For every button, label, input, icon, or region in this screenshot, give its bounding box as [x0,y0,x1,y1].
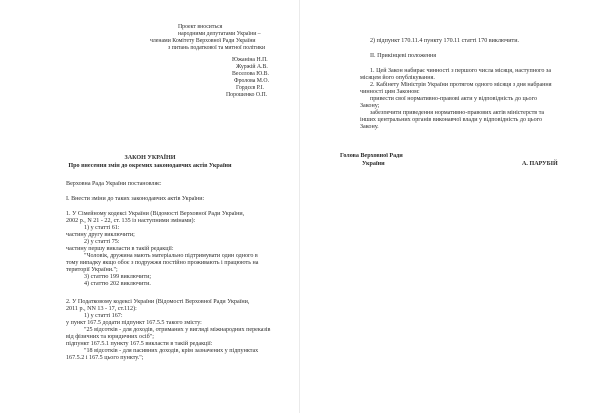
body-line: 2. Кабінету Міністрів України протягом одного місяця з дня набрання [370,82,552,88]
law-title: ЗАКОН УКРАЇНИ [124,155,176,161]
body-line: 4) статтю 202 виключити. [84,281,151,287]
body-line: "25 відсотків - для доходів, отриманих у вигляді міжнародних переказів [84,327,271,333]
body-line: частину першу викласти в такій редакції: [66,246,174,252]
body-line: тому випадку якщо обоє з подружжя постійно проживають і працюють на [66,260,259,266]
intro-text: Верховна Рада України постановляє: [66,181,162,187]
body-line: чинності цим Законом: [360,89,420,95]
body-line: інших центральних органів виконавчої влади у відповідність до цього [360,117,543,123]
author-name: Южаніна Н.П. [232,57,268,63]
signature-role: України [362,161,385,167]
body-line: Закону; [360,103,380,109]
body-line: 1) у статті 167: [84,313,123,319]
body-line: 2) підпункт 170.11.4 пункту 170.11 статті 170 виключити. [370,38,520,44]
body-line: забезпечити приведення нормативно-правових актів міністерств та [370,110,545,116]
section-heading: I. Внести зміни до таких законодавчих актів України: [66,196,205,202]
body-line: частину другу виключити; [66,232,135,238]
right-page [300,0,600,413]
law-subtitle: Про внесення змін до окремих законодавчих актів України [68,163,232,169]
body-line: 1. Цей Закон набирає чинності з першого числа місяця, наступного за [370,68,552,74]
signature-role: Голова Верховної Ради [340,153,403,159]
signature-name: А. ПАРУБІЙ [522,161,558,167]
body-line: 2) у статті 75: [84,239,120,245]
author-name: Гордєєв Р.І. [236,85,265,91]
header-line: Проект вноситься [178,24,223,30]
header-line: з питань податкової та митної політики [168,45,266,51]
author-name: Журжій А.В. [236,64,268,70]
body-line: 1. У Сімейному кодексі України (Відомості Верховної Ради України, [66,211,245,217]
body-line: 2002 р., N 21 - 22, ст. 135 із наступними змінами): [66,218,196,224]
body-line: території України."; [66,267,118,273]
body-line: привести свої нормативно-правові акти у відповідність до цього [370,96,538,102]
header-line: членами Комітету Верховної Ради України [150,38,256,44]
body-line: 2011 р., NN 13 - 17, ст.112): [66,306,137,312]
body-line: 3) статтю 199 виключити; [84,274,152,280]
body-line: Закону. [360,124,379,130]
header-line: народними депутатами України – [178,31,261,37]
author-name: Веселова Ю.В. [232,71,269,77]
body-line: у пункт 167.5 додати підпункт 167.5.5 такого змісту: [66,320,202,326]
author-name: Порошенко О.П. [226,92,268,98]
body-line: 1) у статті 61: [84,225,120,231]
body-line: 167.5.2 і 167.5 цього пункту."; [66,355,144,361]
body-line: підпункт 167.5.1 пункту 167.5 викласти в такій редакції: [66,341,213,347]
author-name: Фролова М.О. [234,78,270,84]
body-line: місяцем його опублікування. [360,75,435,81]
body-line: "Чоловік, дружина мають матеріально підтримувати один одного в [84,253,258,259]
body-line: "18 відсотків - для пасивних доходів, крім зазначених у підпунктах [84,348,259,354]
section-heading: II. Прикінцеві положення [370,53,437,59]
body-line: від фізичних та юридичних осіб"; [66,334,154,340]
body-line: 2. У Податковому кодексі України (Відомості Верховної Ради України, [66,299,250,305]
